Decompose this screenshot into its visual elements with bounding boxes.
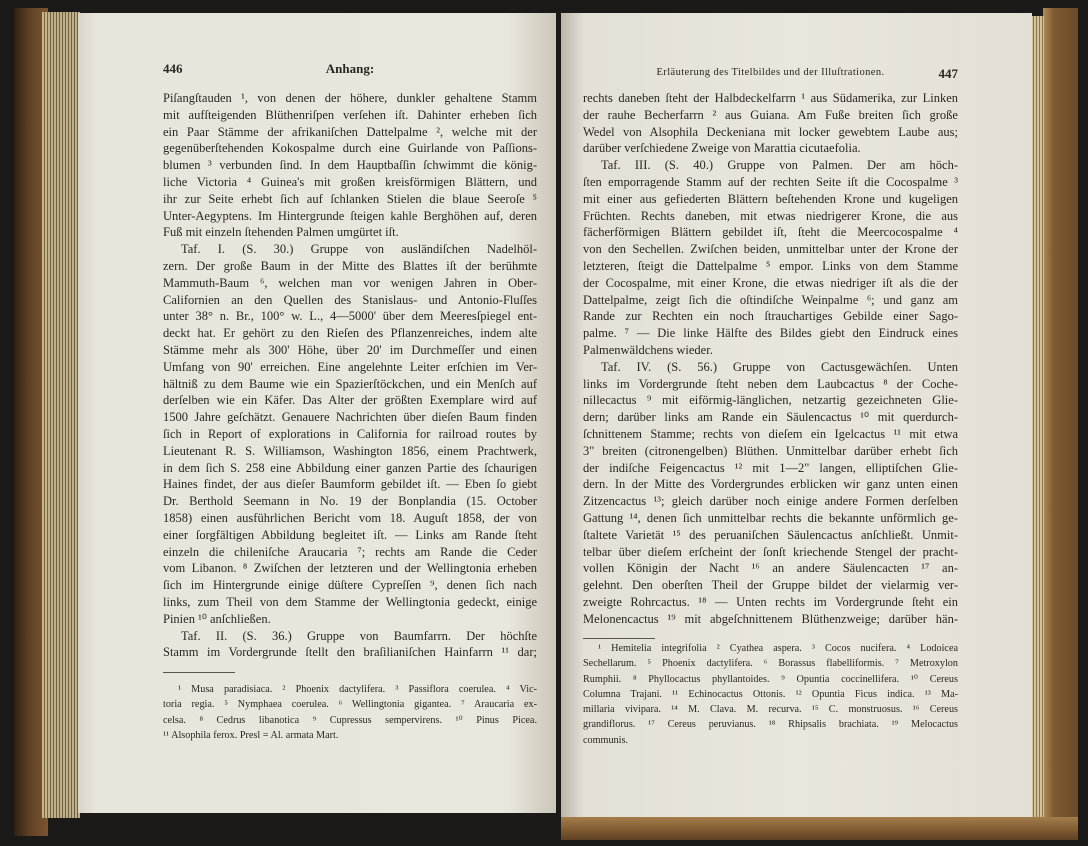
footnote-line: communis. (583, 734, 628, 746)
text-line: dern. In der Mitte des Vordergrundes erblicken wir ganz unten einen (583, 477, 958, 492)
text-line: links im Vordergrunde ſteht neben dem Laubcactus ⁸ der Coche- (583, 376, 958, 391)
text-line: 3" breiten (citronengelben) Blüthen. Unmittelbar darüber erhebt ſich (583, 443, 958, 458)
text-line: der Cocospalme, mit einer Krone, die etwas niedriger iſt als die der (583, 275, 958, 290)
text-line: vollen Königin der Nacht ¹⁶ an andere Säulencacten ¹⁷ an- (583, 561, 958, 576)
text-line: Stämme mehr als 300' Höhe, über 20' im Durchmeſſer und einen (163, 342, 537, 357)
text-line: Umfang von 90' erreichen. Eine angelehnte Leiter erſchien im Ver- (163, 359, 537, 374)
text-line: Gattung ¹⁴, denen ſich unmittelbar rechts die bekannte unförmlich ge- (583, 510, 958, 525)
text-line: 1500 Jahre geſchätzt. Genauere Nachrichten über dieſen Baum finden (163, 410, 537, 425)
text-line: Unter-Aegyptens. Im Hintergrunde ſteigen kahle Berghöhen auf, deren (163, 208, 537, 223)
page-stack-right (1031, 16, 1044, 820)
text-line: mit einer aus gefiederten Blättern beſtehenden Krone und kugeligen (583, 191, 958, 206)
text-line: nillecactus ⁹ mit eiförmig-länglichen, netzartig gezeichneten Glie- (583, 393, 958, 408)
text-line: Taf. IV. (S. 56.) Gruppe von Cactusgewächſen. Unten (601, 359, 958, 374)
footnotes (583, 641, 958, 748)
text-line: ſten emporragende Stamm auf der rechten Seite iſt die Cocospalme ³ (583, 174, 958, 189)
text-line: ihr zur Seite erhebt ſich auf ſchlanken Stielen die blaue Seeroſe ⁵ (163, 191, 537, 206)
text-line: gegenüberſtehenden Kokospalme durch eine Guirlande von Paſſions- (163, 141, 537, 156)
text-line: Pinien ¹⁰ anſchließen. (163, 611, 271, 626)
text-line: vom Libanon. ⁸ Zwiſchen der letzteren und der Wellingtonia erheben (163, 561, 537, 576)
text-line: Dattelpalme, zeigt ſich die oſtindiſche Weinpalme ⁶; und ganz am (583, 292, 958, 307)
text-line: telbar über dieſem erſcheint der ſonſt kriechende Stengel der pracht- (583, 544, 958, 559)
text-line: Taf. I. (S. 30.) Gruppe von ausländiſchen Nadelhöl- (181, 242, 537, 257)
text-line: Taf. II. (S. 36.) Gruppe von Baumfarrn. Der höchſte (181, 628, 537, 643)
text-line: fächerförmigen Blättern gebildet iſt, ſteht die Meercocospalme ⁴ (583, 225, 958, 240)
text-line: blumen ³ verbunden ſind. In dem Hauptbaſſin ſchwimmt die könig- (163, 158, 537, 173)
right-page (561, 13, 1032, 817)
running-head: Anhang: (325, 61, 375, 76)
text-line: Rande zur Rechten ein noch ſtrauchartiges Gebilde einer Sago- (583, 309, 958, 324)
text-line: dern; darüber links am Rande ein Säulencactus ¹⁰ mit querdurch- (583, 410, 958, 425)
footnote-line: ¹ Hemitelia integrifolia ² Cyathea aspera. ³ Cocos nucifera. ⁴ Lodoicea (598, 643, 958, 654)
footnote-rule (163, 672, 235, 673)
text-line: Wedel von Alsophila Deckeniana mit locker gewebtem Laube aus; (583, 124, 958, 139)
text-line: Californien an den Quellen des Stanislaus- und Antonio-Fluſſes (163, 292, 537, 307)
page-number: 446 (163, 61, 183, 76)
page-stack-left (42, 12, 80, 818)
text-line: zern. Der große Baum in der Mitte des Blattes iſt der berühmte (163, 258, 537, 273)
text-line: letzteren, ſteigt die Dattelpalme ⁵ empor. Links von dem Stamme (583, 258, 958, 273)
footnote-line: toria regia. ⁵ Nymphaea coerulea. ⁶ Wellingtonia gigantea. ⁷ Araucaria ex- (163, 699, 537, 711)
footnote-line: grandiflorus. ¹⁷ Cereus peruvianus. ¹⁸ Rhipsalis brachiata. ¹⁹ Melocactus (583, 719, 958, 731)
footnote-line: ¹¹ Alsophila ferox. Presl = Al. armata Mart. (163, 729, 339, 741)
left-page (78, 13, 556, 813)
text-line: ſich in Report of explorations in California for railroad routes by (163, 426, 537, 441)
text-line: Melonencactus ¹⁹ mit abgeſchnittenem Blüthenzweige; darüber hän- (583, 611, 958, 626)
text-line: Fuß mit einzeln ſtehenden Palmen umgürtet iſt. (163, 225, 399, 240)
footnote-line: celsa. ⁸ Cedrus libanotica ⁹ Cupressus sempervirens. ¹⁰ Pinus Picea. (163, 714, 537, 726)
text-line: rechts daneben ſteht der Halbdeckelfarrn ¹ aus Südamerika, zur Linken (583, 91, 958, 105)
text-line: Dr. Berthold Seemann in No. 19 der Bonplandia (15. October (163, 494, 537, 509)
text-line: Mammuth-Baum ⁶, welchen man vor wenigen Jahren in Ober- (163, 275, 537, 290)
footnote-rule (583, 638, 655, 639)
page-number: 447 (938, 66, 958, 81)
text-line: Taf. III. (S. 40.) Gruppe von Palmen. Der am höch- (601, 158, 958, 173)
text-line: einzeln die chileniſche Araucaria ⁷; rechts am Rande die Ceder (163, 544, 537, 559)
text-line: Palmenwäldchens wieder. (583, 342, 713, 357)
text-line: Stamm im Vordergrunde ſtellt den braſilianiſchen Hainfarrn ¹¹ dar; (163, 645, 537, 660)
text-line: Piſangſtauden ¹, von denen der höhere, dunkler gehaltene Stamm (163, 91, 537, 105)
text-line: 1858) einen ausführlichen Bericht vom 18. Auguſt 1858, der von (163, 510, 537, 525)
text-line: derſelben wie ein Käfer. Das Alter der größten Exemplare wird auf (163, 393, 537, 408)
text-line: Haines findet, der aus dieſer Baumform gebildet iſt. — Eben ſo giebt (163, 477, 537, 492)
text-line: Früchten. Rechts daneben, mit etwas niedrigerer Krone, die aus (583, 208, 958, 223)
footnote-line: Rumphii. ⁸ Phyllocactus phyllantoides. ⁹ Opuntia coccinellifera. ¹⁰ Cereus (583, 673, 958, 685)
text-line: in dem ſich S. 258 eine Abbildung einer ganzen Partie des ſchaurigen (163, 460, 537, 475)
text-line: Zitzencactus ¹³; gleich darüber noch einige andere Formen derſelben (583, 494, 958, 509)
text-line: der rauhe Becherfarrn ² aus Guiana. Am Fuße breiten ſich große (583, 107, 958, 122)
text-line: ſchnittenem Stamme; rechts von dieſem ein Igelcactus ¹¹ mit etwa (583, 426, 958, 441)
body-text (583, 90, 958, 628)
text-line: ſtaltete Varietät ¹⁵ des peruaniſchen Säulencactus anſchließt. Unmit- (583, 527, 958, 542)
text-line: mit aufſteigenden Blüthenriſpen verſehen iſt. Dahinter erheben ſich (163, 107, 537, 122)
text-line: gelehnt. Den oberſten Theil der Gruppe bildet der vielarmig ver- (583, 578, 958, 593)
running-head: Erläuterung des Titelbildes und der Illuſtrationen. (656, 67, 885, 78)
text-line: deckt hat. Er gehört zu den Rieſen des Pflanzenreiches, indem alte (163, 326, 537, 341)
text-line: einer ſorgfältigen Abbildung begleitet iſt. — Links am Rande ſteht (163, 527, 537, 542)
text-line: palme. ⁷ — Die linke Hälfte des Bildes giebt den Eindruck eines (583, 326, 958, 341)
book-cover-bottom (561, 817, 1078, 840)
text-line: zweigte Rohrcactus. ¹⁸ — Unten rechts im Vordergrunde ſteht ein (583, 594, 958, 609)
text-line: Lieutenant R. S. Williamson, Washington 1856, einem Prachtwerk, (163, 443, 537, 458)
text-line: der indiſche Feigencactus ¹² mit 1—2" langen, elliptiſchen Glie- (583, 460, 958, 475)
text-line: darüber verſchiedene Zweige von Marattia cicutaefolia. (583, 141, 861, 156)
footnote-line: millaria vivipara. ¹⁴ M. Clava. M. recurva. ¹⁵ C. monstruosus. ¹⁶ Cereus (583, 704, 958, 716)
footnote-line: Columna Trajani. ¹¹ Echinocactus Ottonis. ¹² Opuntia Ficus indica. ¹³ Ma- (583, 688, 958, 700)
book-cover-right (1043, 8, 1078, 840)
text-line: hältniß zu dem Baume wie ein Spazierſtöckchen, und ein Menſch auf (163, 376, 537, 391)
text-line: liche Victoria ⁴ Guinea's mit großen kreisförmigen Blättern, und (163, 174, 537, 189)
body-text (163, 90, 537, 661)
text-line: ſich im Hintergrunde einige düſtere Cypreſſen ⁹, denen ſich nach (163, 578, 537, 593)
footnote-line: Sechellarum. ⁵ Phoenix dactylifera. ⁶ Borassus flabelliformis. ⁷ Metroxylon (583, 658, 958, 670)
footnotes (163, 682, 537, 743)
text-line: unter 38° n. Br., 100° w. L., 4—5000' über dem Meeresſpiegel ent- (163, 309, 537, 324)
text-line: ein Paar Stämme der afrikaniſchen Dattelpalme ², welche mit der (163, 124, 537, 139)
text-line: von den Sechellen. Zwiſchen beiden, unmittelbar unter der Krone der (583, 242, 958, 257)
text-line: links, zum Theil von dem Stamme der Wellingtonia gedeckt, einige (163, 594, 537, 609)
footnote-line: ¹ Musa paradisiaca. ² Phoenix dactylifera. ³ Passiflora coerulea. ⁴ Vic- (178, 684, 537, 695)
